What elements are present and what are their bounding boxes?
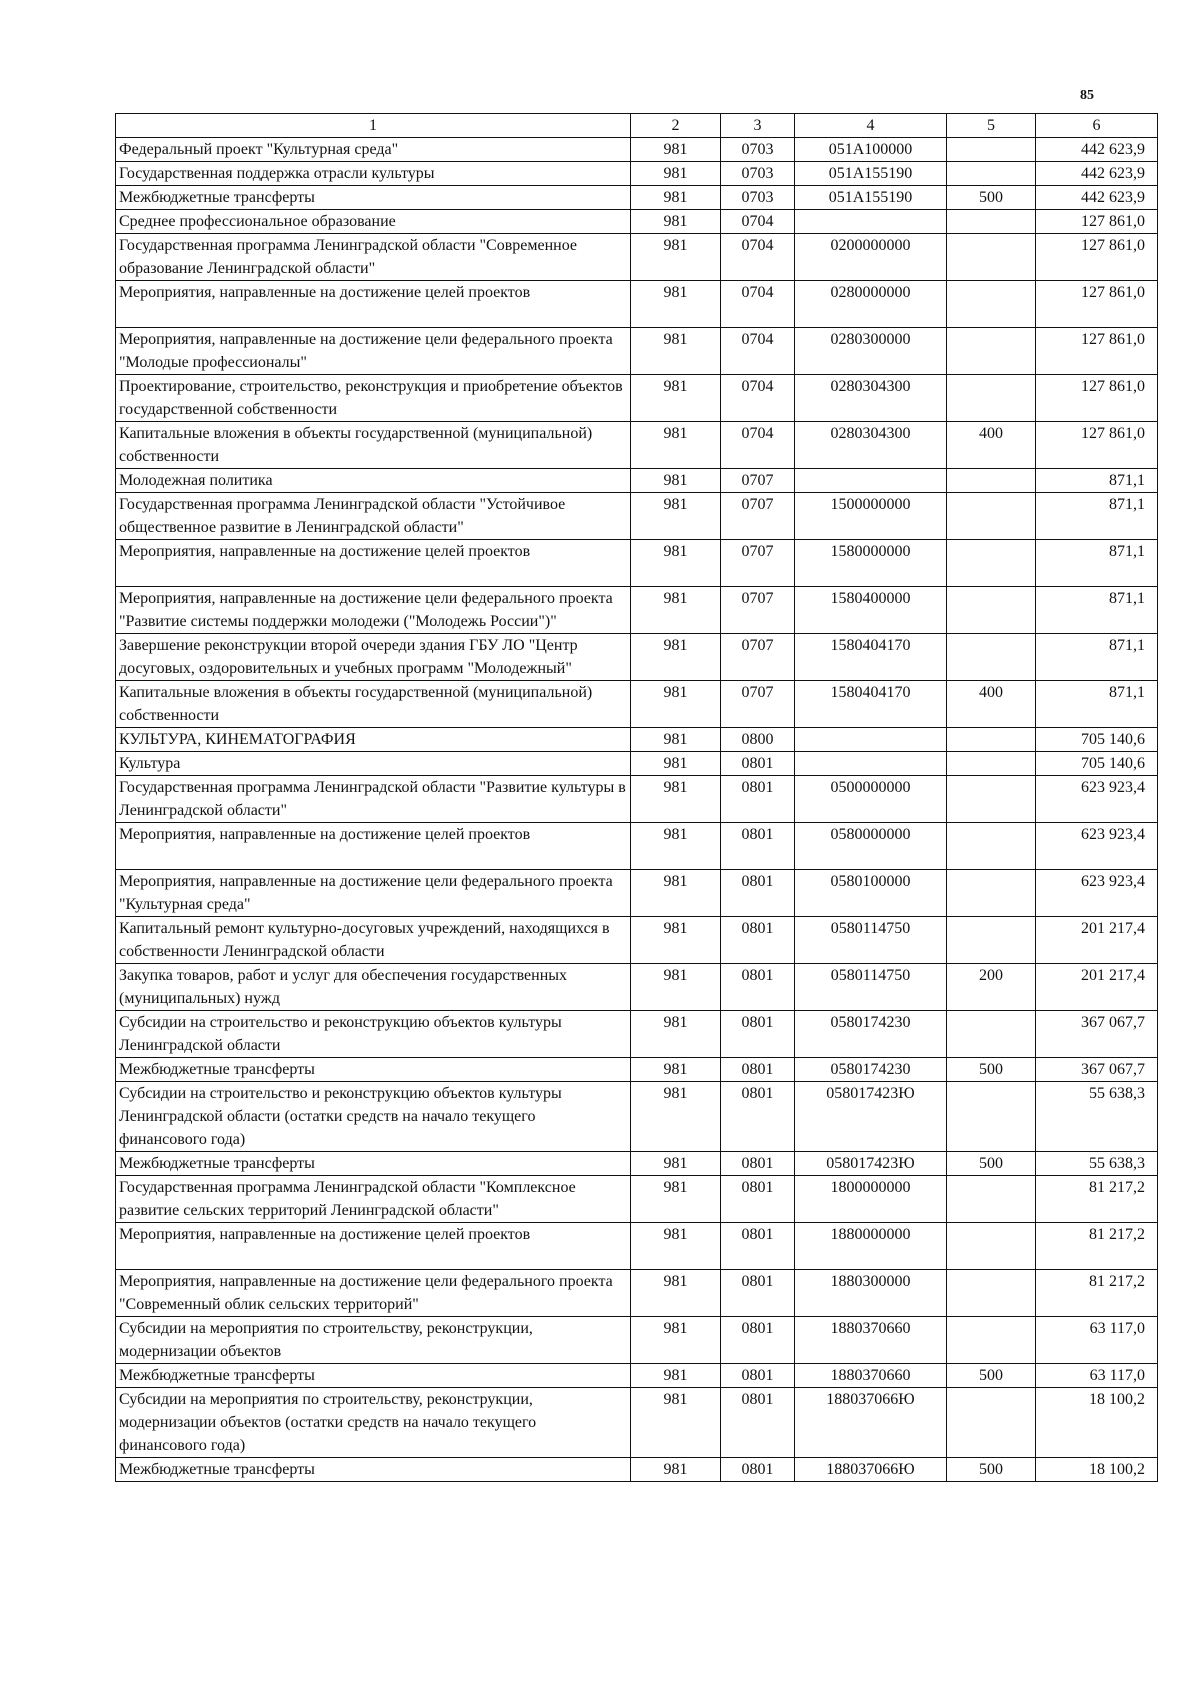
table-row (116, 1011, 1158, 1058)
table-row (116, 870, 1158, 917)
row-target-code-cell: 0580100000 (795, 870, 947, 917)
row-admin-code-cell: 981 (631, 493, 721, 540)
row-target-code-cell: 051A155190 (795, 162, 947, 186)
row-expense-type-cell (947, 776, 1036, 823)
table-row (116, 162, 1158, 186)
table-row (116, 328, 1158, 375)
row-section-code-cell: 0801 (721, 917, 795, 964)
row-target-code-cell: 058017423Ю (795, 1152, 947, 1176)
row-section-code-cell: 0801 (721, 964, 795, 1011)
header-cell-1: 1 (116, 114, 631, 138)
row-expense-type-cell (947, 1011, 1036, 1058)
table-row (116, 1458, 1158, 1482)
row-name-cell: Межбюджетные трансферты (116, 186, 631, 210)
row-section-code-cell: 0707 (721, 587, 795, 634)
row-amount-cell: 871,1 (1036, 493, 1158, 540)
row-name-cell: Мероприятия, направленные на достижение целей проектов (116, 1223, 631, 1270)
row-admin-code-cell: 981 (631, 210, 721, 234)
row-admin-code-cell: 981 (631, 823, 721, 870)
row-name-cell: Субсидии на мероприятия по строительству, реконструкции, модернизации объектов (116, 1317, 631, 1364)
row-expense-type-cell (947, 587, 1036, 634)
row-amount-cell: 871,1 (1036, 587, 1158, 634)
row-section-code-cell: 0800 (721, 728, 795, 752)
row-expense-type-cell (947, 234, 1036, 281)
row-expense-type-cell: 400 (947, 681, 1036, 728)
row-target-code-cell: 0280300000 (795, 328, 947, 375)
table-row (116, 681, 1158, 728)
row-expense-type-cell (947, 728, 1036, 752)
row-expense-type-cell (947, 823, 1036, 870)
row-target-code-cell: 0280304300 (795, 375, 947, 422)
row-admin-code-cell: 981 (631, 138, 721, 162)
row-name-cell: Капитальные вложения в объекты государственной (муниципальной) собственности (116, 681, 631, 728)
row-section-code-cell: 0801 (721, 1270, 795, 1317)
row-target-code-cell: 051A155190 (795, 186, 947, 210)
row-target-code-cell: 051A100000 (795, 138, 947, 162)
row-section-code-cell: 0801 (721, 1458, 795, 1482)
row-name-cell: Капитальный ремонт культурно-досуговых учреждений, находящихся в собственности Ленинградской области (116, 917, 631, 964)
table-row (116, 917, 1158, 964)
row-target-code-cell (795, 752, 947, 776)
row-target-code-cell: 0200000000 (795, 234, 947, 281)
table-row (116, 752, 1158, 776)
row-amount-cell: 623 923,4 (1036, 776, 1158, 823)
row-amount-cell: 871,1 (1036, 540, 1158, 587)
row-admin-code-cell: 981 (631, 540, 721, 587)
row-section-code-cell: 0707 (721, 634, 795, 681)
table-row (116, 964, 1158, 1011)
header-cell-5: 5 (947, 114, 1036, 138)
row-amount-cell: 201 217,4 (1036, 917, 1158, 964)
row-admin-code-cell: 981 (631, 1317, 721, 1364)
row-section-code-cell: 0801 (721, 870, 795, 917)
row-name-cell: Мероприятия, направленные на достижение целей проектов (116, 540, 631, 587)
row-admin-code-cell: 981 (631, 1176, 721, 1223)
row-admin-code-cell: 981 (631, 964, 721, 1011)
row-name-cell: КУЛЬТУРА, КИНЕМАТОГРАФИЯ (116, 728, 631, 752)
row-section-code-cell: 0704 (721, 210, 795, 234)
row-amount-cell: 442 623,9 (1036, 186, 1158, 210)
table-row (116, 1082, 1158, 1152)
row-target-code-cell: 1580000000 (795, 540, 947, 587)
row-target-code-cell: 0580000000 (795, 823, 947, 870)
row-expense-type-cell: 500 (947, 1058, 1036, 1082)
table-row (116, 1176, 1158, 1223)
row-target-code-cell: 1580404170 (795, 634, 947, 681)
row-amount-cell: 55 638,3 (1036, 1082, 1158, 1152)
row-amount-cell: 127 861,0 (1036, 328, 1158, 375)
row-section-code-cell: 0801 (721, 1152, 795, 1176)
row-expense-type-cell (947, 1223, 1036, 1270)
table-header-row (116, 114, 1158, 138)
row-expense-type-cell (947, 493, 1036, 540)
row-target-code-cell: 0580114750 (795, 917, 947, 964)
table-row (116, 776, 1158, 823)
row-admin-code-cell: 981 (631, 1364, 721, 1388)
row-name-cell: Субсидии на мероприятия по строительству, реконструкции, модернизации объектов (остатки средств на начало текущего финансового года) (116, 1388, 631, 1458)
row-amount-cell: 81 217,2 (1036, 1270, 1158, 1317)
row-expense-type-cell: 400 (947, 422, 1036, 469)
row-expense-type-cell (947, 328, 1036, 375)
row-expense-type-cell: 200 (947, 964, 1036, 1011)
row-name-cell: Межбюджетные трансферты (116, 1152, 631, 1176)
row-name-cell: Межбюджетные трансферты (116, 1458, 631, 1482)
row-admin-code-cell: 981 (631, 1223, 721, 1270)
budget-table (115, 113, 1158, 1482)
header-cell-4: 4 (795, 114, 947, 138)
row-name-cell: Государственная программа Ленинградской области "Современное образование Ленинградской области" (116, 234, 631, 281)
row-target-code-cell: 1580400000 (795, 587, 947, 634)
row-amount-cell: 63 117,0 (1036, 1364, 1158, 1388)
row-target-code-cell (795, 728, 947, 752)
row-section-code-cell: 0801 (721, 1058, 795, 1082)
table-row (116, 375, 1158, 422)
row-target-code-cell: 1580404170 (795, 681, 947, 728)
table-row (116, 186, 1158, 210)
row-name-cell: Молодежная политика (116, 469, 631, 493)
row-amount-cell: 623 923,4 (1036, 823, 1158, 870)
row-section-code-cell: 0801 (721, 1364, 795, 1388)
header-cell-3: 3 (721, 114, 795, 138)
row-target-code-cell: 058017423Ю (795, 1082, 947, 1152)
row-name-cell: Культура (116, 752, 631, 776)
row-section-code-cell: 0704 (721, 234, 795, 281)
row-name-cell: Межбюджетные трансферты (116, 1364, 631, 1388)
row-name-cell: Мероприятия, направленные на достижение целей проектов (116, 823, 631, 870)
row-expense-type-cell (947, 634, 1036, 681)
row-expense-type-cell (947, 1176, 1036, 1223)
row-admin-code-cell: 981 (631, 469, 721, 493)
row-admin-code-cell: 981 (631, 186, 721, 210)
row-admin-code-cell: 981 (631, 681, 721, 728)
row-expense-type-cell (947, 1317, 1036, 1364)
row-admin-code-cell: 981 (631, 422, 721, 469)
row-section-code-cell: 0801 (721, 1388, 795, 1458)
table-row (116, 540, 1158, 587)
row-amount-cell: 201 217,4 (1036, 964, 1158, 1011)
table-row (116, 1058, 1158, 1082)
table-row (116, 210, 1158, 234)
table-row (116, 1317, 1158, 1364)
row-amount-cell: 127 861,0 (1036, 375, 1158, 422)
row-admin-code-cell: 981 (631, 1270, 721, 1317)
table-row (116, 234, 1158, 281)
row-amount-cell: 18 100,2 (1036, 1388, 1158, 1458)
row-amount-cell: 367 067,7 (1036, 1011, 1158, 1058)
row-amount-cell: 705 140,6 (1036, 728, 1158, 752)
row-section-code-cell: 0801 (721, 752, 795, 776)
row-section-code-cell: 0801 (721, 776, 795, 823)
row-target-code-cell: 0280304300 (795, 422, 947, 469)
row-target-code-cell: 0500000000 (795, 776, 947, 823)
row-name-cell: Капитальные вложения в объекты государственной (муниципальной) собственности (116, 422, 631, 469)
row-admin-code-cell: 981 (631, 281, 721, 328)
table-row (116, 422, 1158, 469)
row-admin-code-cell: 981 (631, 1152, 721, 1176)
row-name-cell: Мероприятия, направленные на достижение цели федерального проекта "Молодые профессионалы" (116, 328, 631, 375)
row-target-code-cell: 1880370660 (795, 1364, 947, 1388)
row-name-cell: Проектирование, строительство, реконструкция и приобретение объектов государственной собственности (116, 375, 631, 422)
row-amount-cell: 127 861,0 (1036, 234, 1158, 281)
row-expense-type-cell (947, 375, 1036, 422)
row-expense-type-cell (947, 138, 1036, 162)
row-amount-cell: 442 623,9 (1036, 138, 1158, 162)
row-section-code-cell: 0704 (721, 328, 795, 375)
row-target-code-cell: 0580114750 (795, 964, 947, 1011)
row-target-code-cell: 0580174230 (795, 1011, 947, 1058)
row-expense-type-cell (947, 917, 1036, 964)
row-section-code-cell: 0707 (721, 493, 795, 540)
row-admin-code-cell: 981 (631, 870, 721, 917)
row-name-cell: Завершение реконструкции второй очереди здания ГБУ ЛО "Центр досуговых, оздоровительных и учебных программ "Молодежный" (116, 634, 631, 681)
row-amount-cell: 63 117,0 (1036, 1317, 1158, 1364)
row-admin-code-cell: 981 (631, 1388, 721, 1458)
row-target-code-cell: 0280000000 (795, 281, 947, 328)
table-row (116, 634, 1158, 681)
row-section-code-cell: 0801 (721, 1317, 795, 1364)
row-admin-code-cell: 981 (631, 752, 721, 776)
row-amount-cell: 127 861,0 (1036, 422, 1158, 469)
table-row (116, 138, 1158, 162)
row-section-code-cell: 0703 (721, 186, 795, 210)
row-expense-type-cell: 500 (947, 1152, 1036, 1176)
table-row (116, 1223, 1158, 1270)
row-target-code-cell (795, 469, 947, 493)
row-name-cell: Среднее профессиональное образование (116, 210, 631, 234)
row-target-code-cell: 1880000000 (795, 1223, 947, 1270)
row-section-code-cell: 0707 (721, 469, 795, 493)
header-cell-6: 6 (1036, 114, 1158, 138)
row-name-cell: Мероприятия, направленные на достижение цели федерального проекта "Современный облик сельских территорий" (116, 1270, 631, 1317)
table-row (116, 823, 1158, 870)
row-section-code-cell: 0704 (721, 422, 795, 469)
row-amount-cell: 55 638,3 (1036, 1152, 1158, 1176)
row-name-cell: Федеральный проект "Культурная среда" (116, 138, 631, 162)
row-amount-cell: 871,1 (1036, 681, 1158, 728)
row-name-cell: Государственная поддержка отрасли культуры (116, 162, 631, 186)
table-row (116, 587, 1158, 634)
row-admin-code-cell: 981 (631, 634, 721, 681)
row-admin-code-cell: 981 (631, 1082, 721, 1152)
row-admin-code-cell: 981 (631, 1058, 721, 1082)
row-expense-type-cell (947, 1388, 1036, 1458)
row-section-code-cell: 0704 (721, 281, 795, 328)
table-row (116, 1152, 1158, 1176)
row-name-cell: Мероприятия, направленные на достижение целей проектов (116, 281, 631, 328)
row-admin-code-cell: 981 (631, 728, 721, 752)
table-row (116, 469, 1158, 493)
row-admin-code-cell: 981 (631, 162, 721, 186)
table-row (116, 728, 1158, 752)
row-section-code-cell: 0703 (721, 162, 795, 186)
row-expense-type-cell (947, 1082, 1036, 1152)
row-amount-cell: 871,1 (1036, 634, 1158, 681)
row-name-cell: Закупка товаров, работ и услуг для обеспечения государственных (муниципальных) нужд (116, 964, 631, 1011)
row-expense-type-cell (947, 752, 1036, 776)
row-name-cell: Государственная программа Ленинградской области "Развитие культуры в Ленинградской области" (116, 776, 631, 823)
row-name-cell: Субсидии на строительство и реконструкцию объектов культуры Ленинградской области (116, 1011, 631, 1058)
row-expense-type-cell (947, 162, 1036, 186)
row-target-code-cell: 0580174230 (795, 1058, 947, 1082)
row-amount-cell: 705 140,6 (1036, 752, 1158, 776)
row-target-code-cell: 1800000000 (795, 1176, 947, 1223)
row-target-code-cell: 1880300000 (795, 1270, 947, 1317)
row-expense-type-cell (947, 1270, 1036, 1317)
row-amount-cell: 81 217,2 (1036, 1176, 1158, 1223)
row-target-code-cell: 188037066Ю (795, 1388, 947, 1458)
row-amount-cell: 367 067,7 (1036, 1058, 1158, 1082)
row-expense-type-cell: 500 (947, 1364, 1036, 1388)
table-row (116, 281, 1158, 328)
row-target-code-cell: 1880370660 (795, 1317, 947, 1364)
row-admin-code-cell: 981 (631, 328, 721, 375)
page-number: 85 (1080, 88, 1094, 103)
row-amount-cell: 442 623,9 (1036, 162, 1158, 186)
row-section-code-cell: 0801 (721, 1011, 795, 1058)
row-admin-code-cell: 981 (631, 776, 721, 823)
row-section-code-cell: 0801 (721, 1223, 795, 1270)
row-expense-type-cell (947, 870, 1036, 917)
row-amount-cell: 127 861,0 (1036, 281, 1158, 328)
row-admin-code-cell: 981 (631, 1458, 721, 1482)
table-row (116, 1270, 1158, 1317)
table-row (116, 1364, 1158, 1388)
row-admin-code-cell: 981 (631, 234, 721, 281)
row-name-cell: Мероприятия, направленные на достижение цели федерального проекта "Культурная среда" (116, 870, 631, 917)
row-expense-type-cell: 500 (947, 1458, 1036, 1482)
row-section-code-cell: 0801 (721, 823, 795, 870)
row-amount-cell: 623 923,4 (1036, 870, 1158, 917)
row-expense-type-cell (947, 469, 1036, 493)
row-section-code-cell: 0801 (721, 1082, 795, 1152)
row-section-code-cell: 0704 (721, 375, 795, 422)
row-expense-type-cell (947, 540, 1036, 587)
row-name-cell: Государственная программа Ленинградской области "Комплексное развитие сельских территорий Ленинградской области" (116, 1176, 631, 1223)
row-name-cell: Государственная программа Ленинградской области "Устойчивое общественное развитие в Ленинградской области" (116, 493, 631, 540)
table-row (116, 1388, 1158, 1458)
row-target-code-cell (795, 210, 947, 234)
row-target-code-cell: 1500000000 (795, 493, 947, 540)
row-admin-code-cell: 981 (631, 1011, 721, 1058)
row-expense-type-cell: 500 (947, 186, 1036, 210)
row-amount-cell: 871,1 (1036, 469, 1158, 493)
row-amount-cell: 18 100,2 (1036, 1458, 1158, 1482)
row-name-cell: Мероприятия, направленные на достижение цели федерального проекта "Развитие системы поддержки молодежи ("Молодежь России")" (116, 587, 631, 634)
row-expense-type-cell (947, 210, 1036, 234)
row-amount-cell: 81 217,2 (1036, 1223, 1158, 1270)
row-section-code-cell: 0703 (721, 138, 795, 162)
row-section-code-cell: 0801 (721, 1176, 795, 1223)
row-name-cell: Субсидии на строительство и реконструкцию объектов культуры Ленинградской области (остатки средств на начало текущего финансового года) (116, 1082, 631, 1152)
row-admin-code-cell: 981 (631, 587, 721, 634)
table-body (116, 114, 1158, 1482)
row-section-code-cell: 0707 (721, 681, 795, 728)
row-admin-code-cell: 981 (631, 917, 721, 964)
row-target-code-cell: 188037066Ю (795, 1458, 947, 1482)
table-row (116, 493, 1158, 540)
row-admin-code-cell: 981 (631, 375, 721, 422)
row-amount-cell: 127 861,0 (1036, 210, 1158, 234)
row-name-cell: Межбюджетные трансферты (116, 1058, 631, 1082)
row-section-code-cell: 0707 (721, 540, 795, 587)
header-cell-2: 2 (631, 114, 721, 138)
row-expense-type-cell (947, 281, 1036, 328)
